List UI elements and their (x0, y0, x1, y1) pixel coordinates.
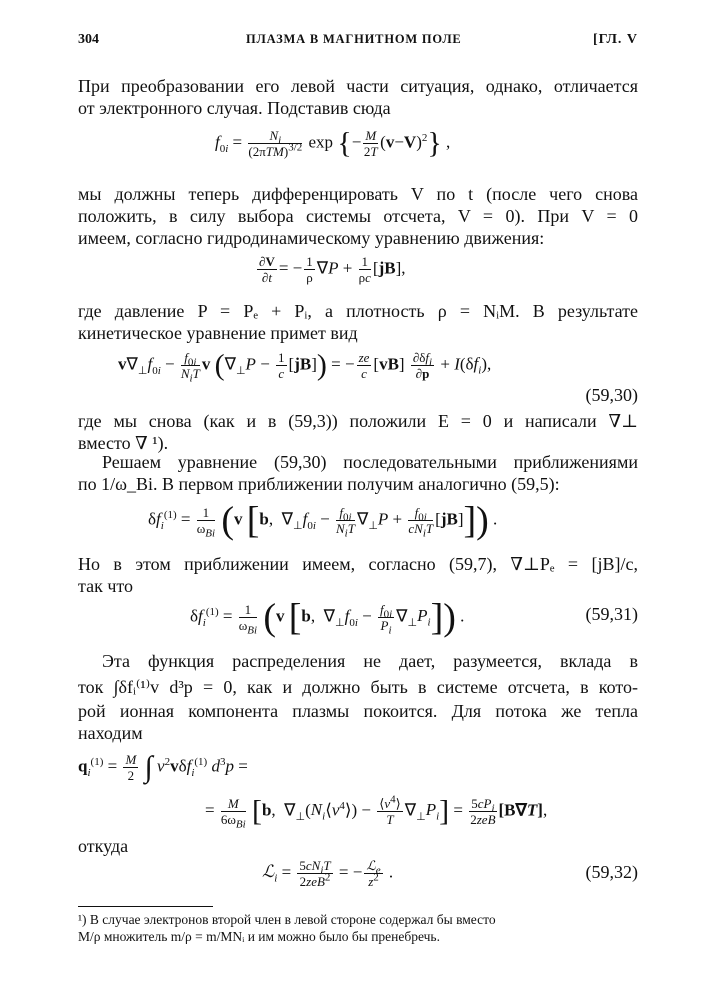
equation-number: (59,32) (585, 862, 638, 882)
footnote-line: ¹) В случае электронов второй член в левой стороне содержал бы вместо (78, 912, 496, 927)
equation-heat-flux-1: $q_i^{(1)}$ = $\frac{M}{2}$ ∫ $v^2v\delta f_i^{(1)}$ $d^3p$ = (78, 750, 248, 784)
chapter-label: [ГЛ. V (593, 32, 638, 47)
text-line: находим (78, 723, 143, 743)
text-line: по 1/ω_Bi. В первом приближении получим аналогично (59,5): (78, 474, 560, 494)
page-number: 304 (78, 32, 99, 47)
text-line: положить, в силу выбора системы отсчета, V = 0). При V = 0 (78, 206, 638, 226)
footnote-line: M/ρ множитель m/ρ = m/MNᵢ и им можно было бы пренебречь. (78, 929, 440, 944)
running-header (78, 32, 638, 56)
equation-first-approx: $\delta f_i^{(1)}$ = $\frac{1}{\omega_{Bi}}$ (v [b, $\nabla_\perp f_{0i}$ − $\frac{f_{0i}}{N_iT}$ $\nabla_\perp P$ + $\frac{f_{0i}}{cN_iT}$ [jB]]) . (148, 499, 498, 542)
footnote-rule (78, 906, 213, 907)
text-line: вместо ∇ ¹). (78, 433, 169, 453)
equation-kinetic: $v\nabla_\perp f_{0i}$ − $\frac{f_{0i}}{N_iT}$ v ($\nabla_\perp P$ − $\frac{1}{c}$ [jB]) = − $\frac{ze}{c}$ [vB] $\frac{\partial\delta f_i}{\partial p}$ + $I(\delta f_i)$, (118, 348, 492, 385)
equation-59-32: ℒ$_i$ = $\frac{5cN_iT}{2zeB^2}$ = − $\frac{ℒ_e}{z^2}$ . (262, 858, 394, 889)
text-line: где мы снова (как и в (59,3)) положили E = 0 и написали ∇⊥ (78, 411, 638, 431)
text-line: рой ионная компонента плазмы покоится. Для потока же тепла (78, 701, 638, 721)
text-line: где давление P = Pₑ + Pᵢ, а плотность ρ = NᵢM. В результате (78, 301, 638, 321)
equation-motion: $\frac{\partial V}{\partial t}$ = − $\frac{1}{\rho}$ ∇P + $\frac{1}{\rho c}$ [jB], (259, 254, 406, 285)
text-line: При преобразовании его левой части ситуация, однако, отличается (78, 76, 638, 96)
equation-number: (59,31) (585, 604, 638, 624)
equation-number: (59,30) (585, 385, 638, 405)
text-line: откуда (78, 836, 129, 856)
text-line: Но в этом приближении имеем, согласно (59,7), ∇⊥Pₑ = [jB]/c, (78, 554, 638, 574)
text-line: имеем, согласно гидродинамическому уравнению движения: (78, 228, 545, 248)
running-title: ПЛАЗМА В МАГНИТНОМ ПОЛЕ (246, 32, 462, 46)
text-line: от электронного случая. Подставив сюда (78, 98, 391, 118)
text-line: мы должны теперь дифференцировать V по t (после чего снова (78, 184, 638, 204)
equation-59-31: $\delta f_i^{(1)}$ = $\frac{1}{\omega_{Bi}}$ (v [b, $\nabla_\perp f_{0i}$ − $\frac{f_{0i}}{P_i}$ $\nabla_\perp P_i$]) . (190, 596, 465, 639)
text-line: кинетическое уравнение примет вид (78, 323, 358, 343)
text-line: Решаем уравнение (59,30) последовательными приближениями (102, 452, 638, 472)
text-line: так что (78, 576, 134, 596)
text-line: Эта функция распределения не дает, разумеется, вклада в (102, 651, 638, 671)
equation-f0i: $f_{0i}$ = $\frac{N_i}{(2\pi TM)^{3/2}}$ exp {− $\frac{M}{2T}$ $(v-V)^2$} , (215, 126, 451, 160)
equation-heat-flux-2: = $\frac{M}{6\omega_{Bi}}$ [b, $\nabla_\perp(N_i⟨v^4⟩)$ − $\frac{⟨v^4⟩}{T}$ $\nabla_\perp P_i$] = $\frac{5cP_i}{\text{2zeB}}$ [B∇T], (205, 793, 548, 831)
text-line: ток ∫δfᵢ⁽¹⁾v d³p = 0, как и должно быть в системе отсчета, в кото- (78, 677, 638, 697)
